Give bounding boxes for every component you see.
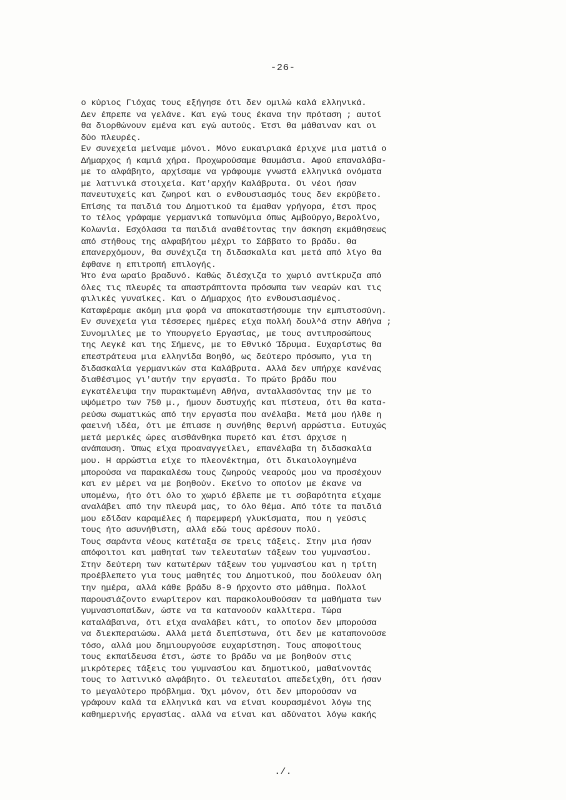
text-line: και εν μέρει να με βοηθούν. Εκείνο το οποίον με έκανε να [81,479,362,490]
text-line: επεστράτευα μια ελληνίδα Βοηθό, ως δεύτερο πρόσωπο, για τη [81,352,372,363]
text-line: τους εκπαίδευσα έτσι, ώστε το βράδυ να με βοηθούν στις [81,652,352,663]
text-line: τόσο, αλλά μου δημιουργούσε ευχαρίστηση. Τους αποφοίτους [81,640,362,651]
text-line: Εν συνεχεία για τέσσερες ημέρες είχα πολλή δουλ^ά στην Αθήνα ; [81,317,392,328]
text-line: με το αλφάβητο, αρχίσαμε να γράφουμε γνωστά ελληνικά ονόματα [81,167,382,178]
text-line: γυμνασιοπαίδων, ώστε να τα κατανοούν καλλίτερα. Τώρα [81,606,342,617]
text-line: Επίσης τα παιδιά του Δημοτικού τα έμαθαν γρήγορα, έτσι προς [81,201,377,212]
text-line: υψόμετρο των 750 μ., ήμουν δυστυχής και πίστευα, ότι θα κατα- [81,398,387,409]
text-line: Ήτο ένα ωραίο βραδυνό. Καθώς διέσχιζα το χωριό αντίκρυζα από [81,271,382,282]
text-line: τους το λατινικό αλφάβητο. Οι τελευταίοι απεδείχθη, ότι ήσαν [81,675,382,686]
text-line: μετά μερικές ώρες αισθάνθηκα πυρετό και έτσι άρχισε η [81,432,347,443]
text-line: φιλικές γυναίκες. Και ο Δήμαρχος ήτο ενθουσιασμένος. [81,294,342,305]
text-line: γράφουν καλά τα ελληνικά και να είναι κουρασμένοι λόγω της [81,698,372,709]
text-line: από στήθους της αλφαβήτου μέχρι το Σάββατο το βράδυ. Θα [81,236,357,247]
text-line: τους ήτο ασυνήθιστη, αλλά εδώ τους αρέσουν πολύ. [81,525,322,536]
text-line: προέβλεπετο για τους μαθητές του Δημοτικού, που δούλευαν όλη [81,571,382,582]
text-line: μου εδίδαν καραμέλες ή παρεμφερή γλυκίσματα, που η γεύσις [81,513,367,524]
text-line: της Λεγκέ και της Σήμενς, με το Εθνικό Ίδρυμα. Ευχαρίστως θα [81,340,382,351]
text-line: Τους σαράντα νέους κατέταξα σε τρεις τάξεις. Στην μια ήσαν [81,536,372,547]
text-line: ρεύσω σωματικώς από την εργασία που ανέλαβα. Μετά μου ήλθε η [81,409,382,420]
text-line: εγκατέλειψα την πυρακτωμένη Αθήνα, ανταλλασόντας την με το [81,386,372,397]
text-line: διδασκαλία γερμανικών στα Καλάβρυτα. Αλλά δεν υπήρχε κανένας [81,363,382,374]
text-line: παρουσιάζοντο ενωρίτερον και παρακολουθούσαν τα μαθήματα των [81,594,382,605]
text-line: την ημέρα, αλλά κάθε βράδυ 8-9 ήρχοντο στο μάθημα. Πολλοί [81,582,367,593]
text-line: το μεγαλύτερο πρόβλημα. Όχι μόνον, ότι δεν μπορούσαν να [81,686,357,697]
text-line: φαεινή ιδέα, ότι με έπιασε η συνήθης θερινή αρρώστια. Ευτυχώς [81,421,387,432]
text-line: ο κύριος Γιόχας τους εξήγησε ότι δεν ομιλώ καλά ελληνικά. [81,98,367,108]
continuation-mark: ./. [274,766,292,777]
text-line: μπορούσα να παρακαλέσω τους ζωηρούς νεαρούς μου να προσέχουν [81,467,382,478]
text-line: ανάπαυση. Όπως είχα προαναγγείλει, επανέλαβα τη διδασκαλία [81,444,372,455]
text-line: καθημερινής εργασίας. αλλά να είναι και αδύνατοι λόγω κακής [81,709,377,720]
body-text [81,98,533,722]
text-line: επανερχόμουν, θα συνέχιζα τη διδασκαλία και μετά από λίγο θα [81,248,382,259]
text-line: καταλάβαινα, ότι είχα αναλάβει κάτι, το οποίον δεν μπορούσα [81,617,377,628]
text-line: Καταφέραμε ακόμη μια φορά να αποκαταστήσουμε την εμπιστοσύνη. [81,305,387,316]
text-line: πανευτυχείς και ζωηροί και ο ενθουσιασμός τους δεν εκρύβετο. [81,190,382,201]
text-line: θα διορθώνουν εμένα και εγώ αυτούς. Έτσι θα μάθαιναν και οι [81,121,377,132]
text-line: όλες τις πλευρές τα απαστράπτοντα πρόσωπα των νεαρών και τις [81,282,382,293]
text-line: δύο πλευρές. [81,132,142,143]
text-line: μικρότερες τάξεις του γυμνασίου και δημοτικού, μαθαίνοντάς [81,663,372,674]
text-line: απόφοιτοι και μαθηταί των τελευταίων τάξεων του γυμνασίου. [81,548,372,559]
text-line: Εν συνεχεία μείναμε μόνοι. Μόνο ευκαιριακά έριχνε μια ματιά ο [81,144,387,155]
text-line: Στην δεύτερη των κατωτέρων τάξεων του γυμνασίου και η τρίτη [81,559,377,570]
text-line: έφθανε η επιτροπή επιλογής. [81,259,217,270]
text-line: Κολωνία. Εσχόλασα τα παιδιά αναθέτοντας την άσκηση εκμάθησεως [81,225,387,236]
text-line: με λατινικά στοιχεία. Κατ'αρχήν Καλάβρυτα. Οι νέοι ήσαν [81,178,357,189]
page-number: -26- [270,62,296,73]
text-line: Συνομιλίες με το Υπουργείο Εργασίας, με τους αντιπροσώπους [81,328,372,339]
text-line: Δήμαρχος ή καμιά χήρα. Προχωρούσαμε θαυμάσια. Αφού επαναλάβα- [81,155,387,166]
text-line: υπομένω, ήτο ότι όλο το χωριό έβλεπε με τι σοβαρότητα είχαμε [81,490,382,501]
text-line: διαθέσιμος γι'αυτήν την εργασία. Το πρώτο βράδυ που [81,375,337,386]
text-line: Δεν έπρεπε να γελάνε. Και εγώ τους έκανα την πρόταση ; αυτοί [81,109,382,120]
text-line: αναλάβει από την πλευρά μας, το όλο θέμα. Από τότε τα παιδιά [81,502,382,513]
text-line: να διεκπεραιώσω. Αλλά μετά διεπίστωνα, ότι δεν με καταπονούσε [81,629,387,640]
text-line: μου. Η αρρώστια είχε το πλεονέκτημα, ότι δικαιολογημένα [81,455,357,466]
text-line: το τέλος γράφαμε γερμανικά τοπωνύμια όπως Αμβούργο,Βερολίνο, [81,213,382,224]
